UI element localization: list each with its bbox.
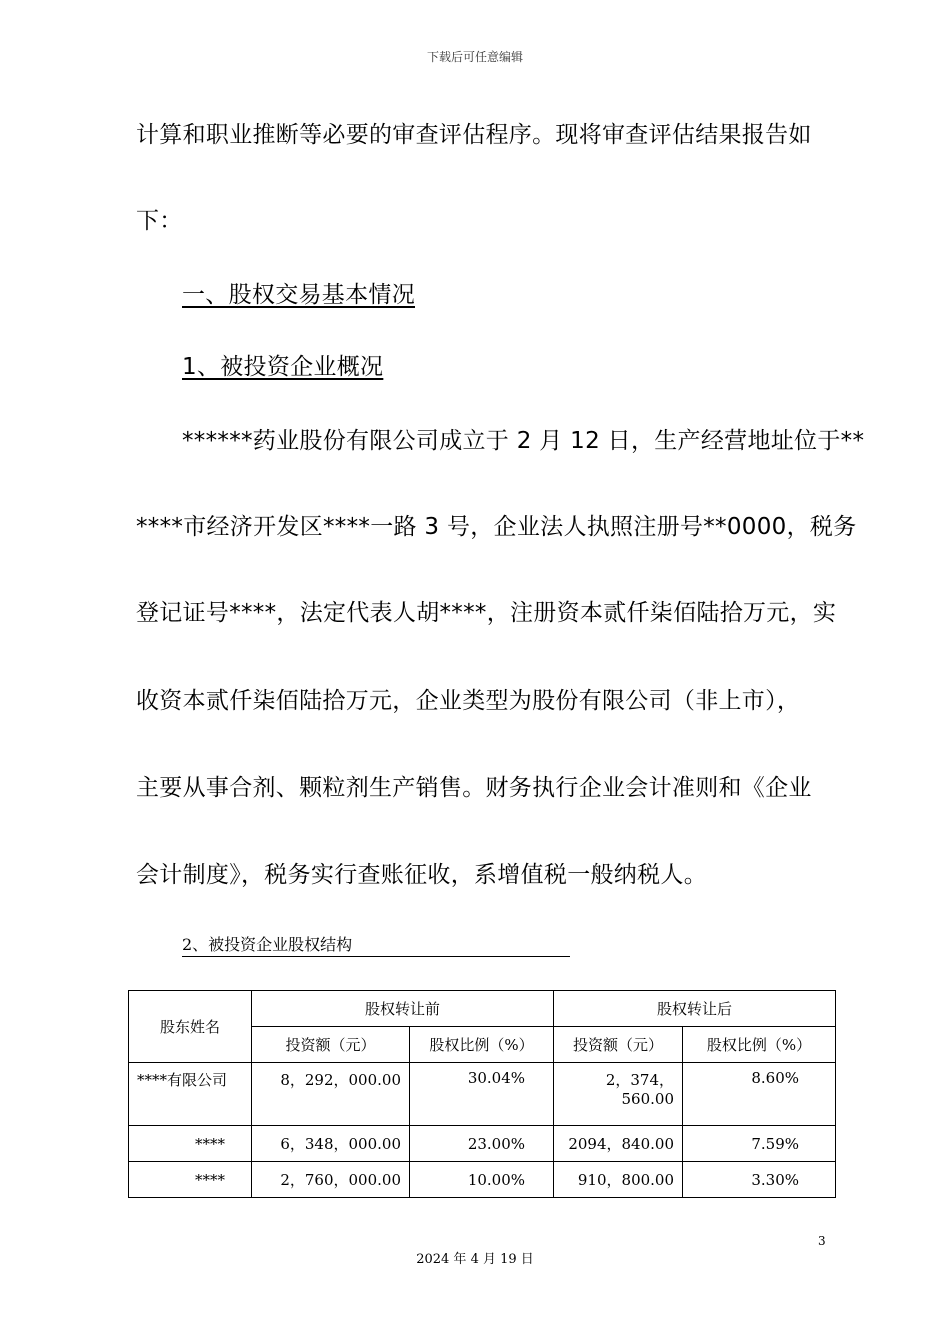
cell-invest-after: 910，800.00	[554, 1162, 683, 1198]
paragraph-line: 下：	[136, 208, 183, 234]
cell-invest-before: 2，760，000.00	[252, 1162, 410, 1198]
table-heading: 2、被投资企业股权结构	[182, 935, 353, 954]
cell-invest-after: 2094，840.00	[554, 1126, 683, 1162]
paragraph-line: ******药业股份有限公司成立于 2 月 12 日，生产经营地址位于**	[182, 428, 865, 454]
cell-ratio-before: 10.00%	[410, 1162, 554, 1198]
cell-ratio-after: 7.59%	[683, 1126, 836, 1162]
paragraph-line: 主要从事合剂、颗粒剂生产销售。财务执行企业会计准则和《企业	[136, 775, 812, 801]
page-header: 下载后可任意编辑	[426, 50, 523, 64]
header-invest-after: 投资额（元）	[554, 1027, 683, 1063]
page-footer-date: 2024 年 4 月 19 日	[416, 1252, 534, 1267]
header-before-transfer: 股权转让前	[252, 991, 554, 1027]
cell-ratio-before: 23.00%	[410, 1126, 554, 1162]
paragraph-line: ****市经济开发区****一路 3 号，企业法人执照注册号**0000，税务	[136, 514, 857, 540]
table-row	[129, 1162, 836, 1198]
cell-invest-after: 2，374，560.00	[554, 1063, 683, 1126]
cell-shareholder: ****	[129, 1126, 252, 1162]
cell-ratio-after: 8.60%	[683, 1063, 836, 1126]
header-invest-before: 投资额（元）	[252, 1027, 410, 1063]
subsection-heading: 1、被投资企业概况	[182, 354, 384, 380]
page-number: 3	[818, 1234, 826, 1248]
header-ratio-after: 股权比例（%）	[683, 1027, 836, 1063]
header-shareholder: 股东姓名	[129, 991, 252, 1063]
paragraph-line: 计算和职业推断等必要的审查评估程序。现将审查评估结果报告如	[136, 122, 812, 148]
cell-invest-before: 8，292，000.00	[252, 1063, 410, 1126]
section-heading: 一、股权交易基本情况	[182, 282, 415, 308]
table-row	[129, 1063, 836, 1126]
table-row	[129, 1126, 836, 1162]
paragraph-line: 会计制度》，税务实行查账征收，系增值税一般纳税人。	[136, 862, 707, 888]
cell-shareholder: ****有限公司	[129, 1063, 252, 1126]
equity-structure-table	[128, 990, 836, 1198]
cell-ratio-before: 30.04%	[410, 1063, 554, 1126]
cell-ratio-after: 3.30%	[683, 1162, 836, 1198]
paragraph-line: 收资本贰仟柒佰陆拾万元，企业类型为股份有限公司（非上市），	[136, 688, 801, 714]
header-after-transfer: 股权转让后	[554, 991, 836, 1027]
heading-underline	[182, 956, 570, 957]
paragraph-line: 登记证号****，法定代表人胡****，注册资本贰仟柒佰陆拾万元，实	[136, 600, 837, 626]
cell-invest-before: 6，348，000.00	[252, 1126, 410, 1162]
header-ratio-before: 股权比例（%）	[410, 1027, 554, 1063]
cell-shareholder: ****	[129, 1162, 252, 1198]
